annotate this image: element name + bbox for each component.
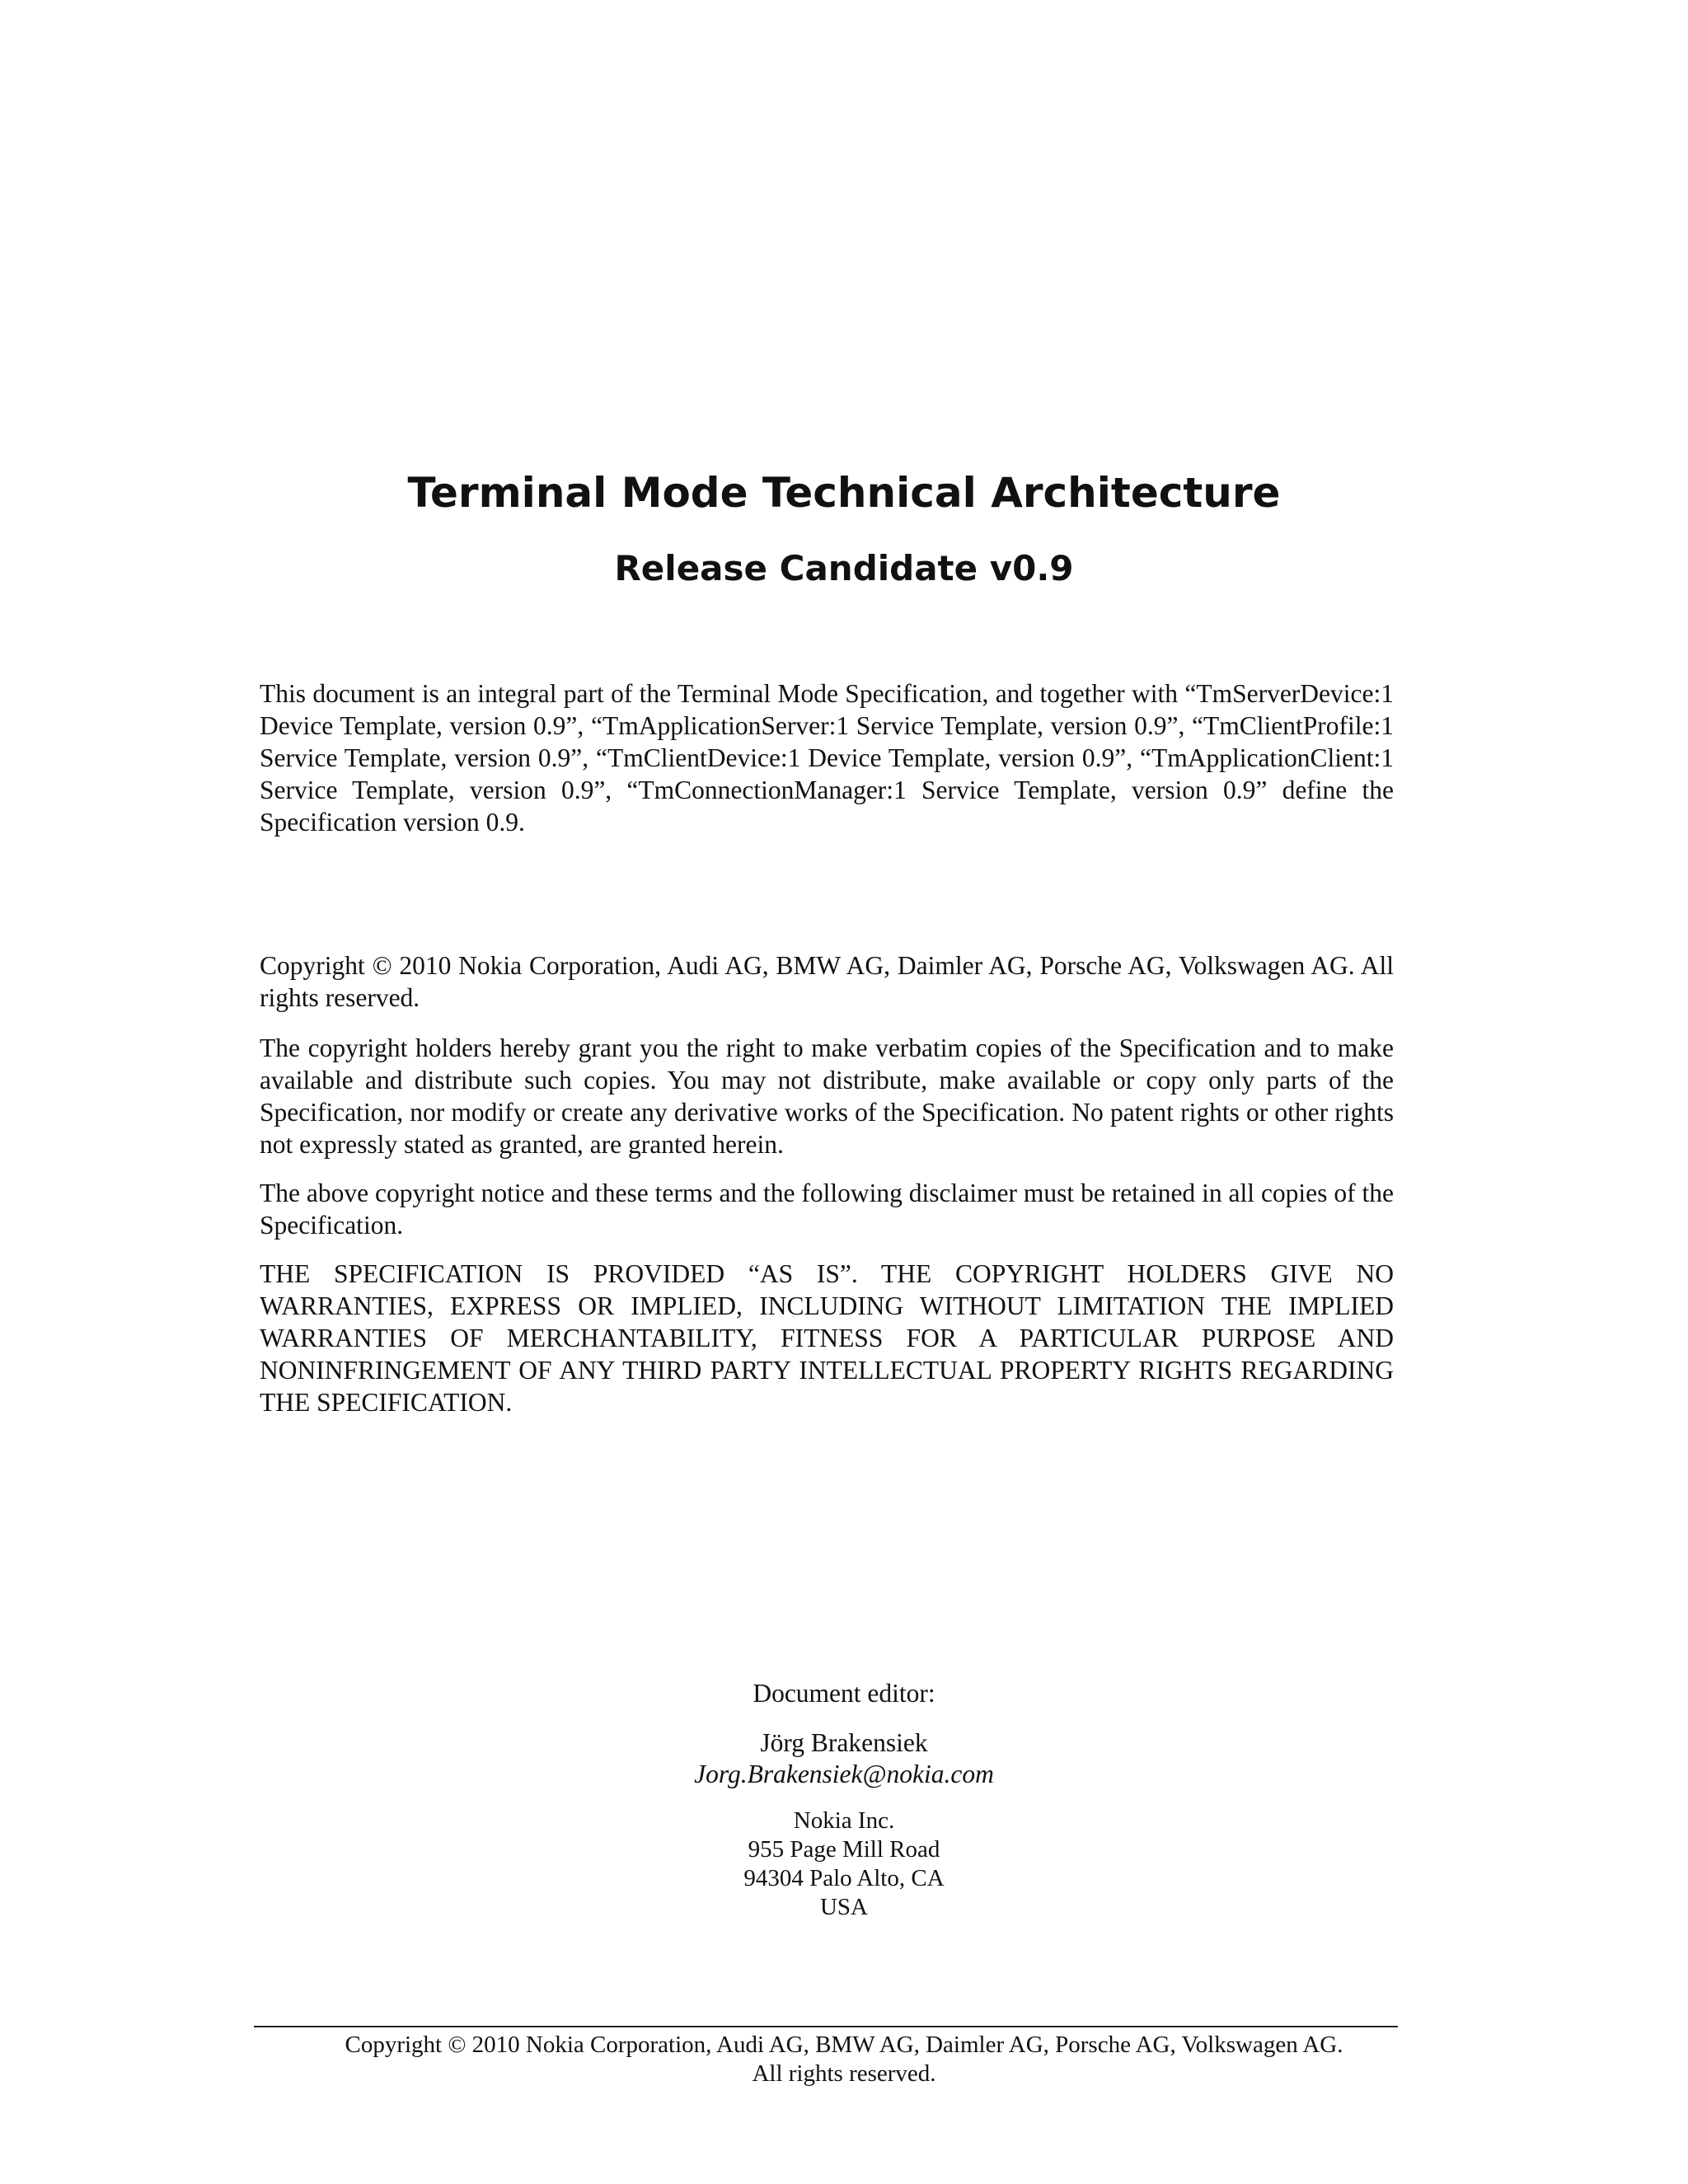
address-street: 955 Page Mill Road <box>748 1836 940 1863</box>
document-subtitle: Release Candidate v0.9 <box>614 548 1074 588</box>
editor-name: Jörg Brakensiek <box>760 1728 928 1757</box>
editor-email-link[interactable]: Jorg.Brakensiek@nokia.com <box>694 1760 994 1788</box>
intro-paragraph: This document is an integral part of the Terminal Mode Specification, and together with “TmServerDevice:1 Device Template, version 0.9”, “TmApplicationServer:1 Service Template, version 0.9”, “TmClientProfile:1 Service Template, version 0.9”, “TmClientDevice:1 Device Template, version 0.9”, “TmApplicationClient:1 Service Template, version 0.9”, “TmConnectionManager:1 Service Template, version 0.9” define the Specification version 0.9. <box>260 679 1394 837</box>
editor-address <box>0 1807 1688 1922</box>
address-city: 94304 Palo Alto, CA <box>743 1865 945 1891</box>
footer-rights-line: All rights reserved. <box>752 2060 936 2087</box>
editor-label: Document editor: <box>753 1679 935 1708</box>
address-company: Nokia Inc. <box>793 1807 895 1834</box>
disclaimer-paragraph: THE SPECIFICATION IS PROVIDED “AS IS”. THE COPYRIGHT HOLDERS GIVE NO WARRANTIES, EXPRESS OR IMPLIED, INCLUDING WITHOUT LIMITATION THE IMPLIED WARRANTIES OF MERCHANTABILITY, FITNESS FOR A PARTICULAR PURPOSE AND NONINFRINGEMENT OF ANY THIRD PARTY INTELLECTUAL PROPERTY RIGHTS REGARDING THE SPECIFICATION. <box>260 1259 1394 1417</box>
document-title: Terminal Mode Technical Architecture <box>407 469 1281 517</box>
notice-paragraph: The above copyright notice and these terms and the following disclaimer must be retained in all copies of the Specification. <box>260 1179 1394 1240</box>
page-footer <box>0 2031 1688 2088</box>
footer-copyright-line: Copyright © 2010 Nokia Corporation, Audi AG, BMW AG, Daimler AG, Porsche AG, Volkswagen AG. <box>345 2032 1343 2058</box>
grant-paragraph: The copyright holders hereby grant you the right to make verbatim copies of the Specification and to make available and distribute such copies. You may not distribute, make available or copy only parts of the Specification, nor modify or create any derivative works of the Specification. No patent rights or other rights not expressly stated as granted, are granted herein. <box>260 1033 1394 1159</box>
footer-divider <box>254 2026 1398 2027</box>
copyright-paragraph: Copyright © 2010 Nokia Corporation, Audi AG, BMW AG, Daimler AG, Porsche AG, Volkswagen AG. All rights reserved. <box>260 951 1394 1012</box>
address-country: USA <box>819 1894 868 1920</box>
